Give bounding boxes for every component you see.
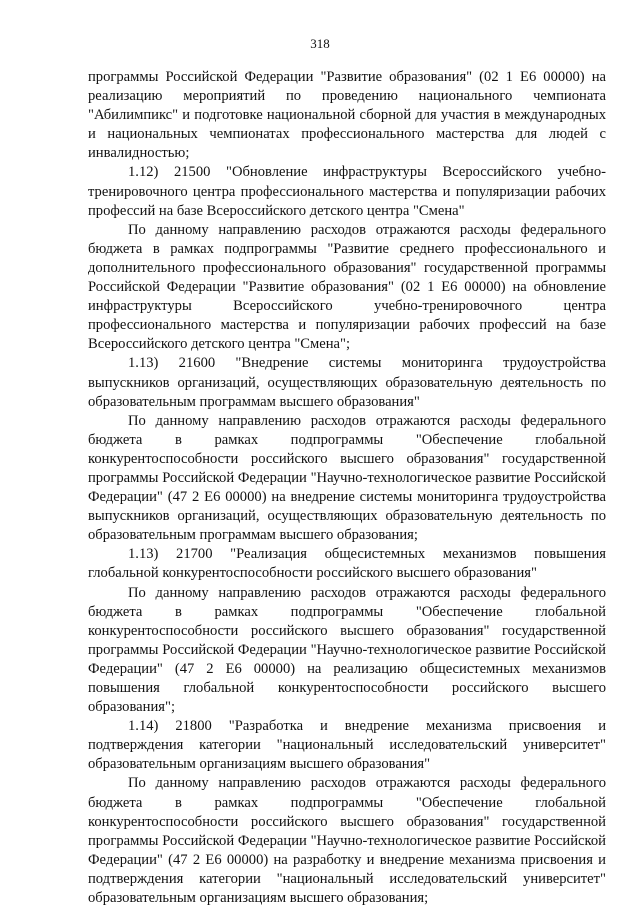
page-number: 318 [310,36,330,51]
paragraph-description: По данному направлению расходов отражаются расходы федерального бюджета в рамках подпрограммы "Обеспечение глобальной конкурентоспособности российского высшего образования" государственной программы Российской Федерации "Научно-технологическое развитие Российской Федерации" (47 2 E6 00000) на разработку и внедрение механизма присвоения и подтверждения категории "национальный исследовательский университет" образовательным организациям высшего образования; [88,775,606,907]
paragraph-description: По данному направлению расходов отражаются расходы федерального бюджета в рамках подпрограммы "Обеспечение глобальной конкурентоспособности российского высшего образования" государственной программы Российской Федерации "Научно-технологическое развитие Российской Федерации" (47 2 E6 00000) на внедрение системы мониторинга трудоустройства выпускников организаций, осуществляющих образовательную деятельность по образовательным программам высшего образования; [88,412,606,544]
item-heading-1-13-21700: 1.13) 21700 "Реализация общесистемных механизмов повышения глобальной конкурентоспособности российского высшего образования" [88,546,606,582]
item-heading-1-14: 1.14) 21800 "Разработка и внедрение механизма присвоения и подтверждения категории "национальный исследовательский университет" образовательным организациям высшего образования" [88,718,606,773]
document-body [88,68,606,908]
item-heading-1-13-21600: 1.13) 21600 "Внедрение системы мониторинга трудоустройства выпускников организаций, осуществляющих образовательную деятельность по образовательным программам высшего образования" [88,355,606,410]
paragraph-description: По данному направлению расходов отражаются расходы федерального бюджета в рамках подпрограммы "Развитие среднего профессионального и дополнительного профессионального образования" государственной программы Российской Федерации "Развитие образования" (02 1 E6 00000) на обновление инфраструктуры Всероссийского учебно-тренировочного центра профессионального мастерства и популяризации рабочих профессий на базе Всероссийского детского центра "Смена"; [88,221,606,353]
paragraph-continuation: программы Российской Федерации "Развитие образования" (02 1 E6 00000) на реализацию мероприятий по проведению национального чемпионата "Абилимпикс" и подготовке национальной сборной для участия в международных и национальных чемпионатах профессионального мастерства для людей с инвалидностью; [88,69,606,162]
item-heading-1-12: 1.12) 21500 "Обновление инфраструктуры Всероссийского учебно-тренировочного центра профессионального мастерства и популяризации рабочих профессий на базе Всероссийского детского центра "Смена" [88,164,606,219]
paragraph-description: По данному направлению расходов отражаются расходы федерального бюджета в рамках подпрограммы "Обеспечение глобальной конкурентоспособности российского высшего образования" государственной программы Российской Федерации "Научно-технологическое развитие Российской Федерации" (47 2 E6 00000) на реализацию общесистемных механизмов повышения глобальной конкурентоспособности российского высшего образования"; [88,584,606,716]
